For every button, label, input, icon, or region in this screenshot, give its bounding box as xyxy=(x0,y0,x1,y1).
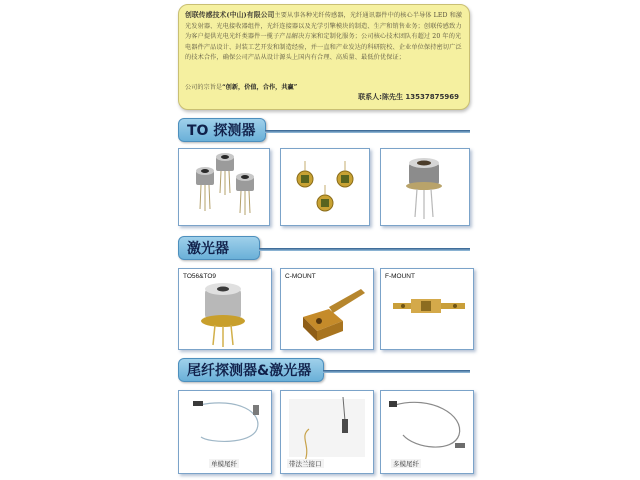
product-caption: 单模尾纤 xyxy=(211,460,237,468)
company-intro-card xyxy=(178,4,470,110)
f-mount-laser-image xyxy=(381,269,473,349)
company-slogan xyxy=(185,82,297,91)
section-header-to-detector xyxy=(178,118,266,142)
product-panel-to-can-single xyxy=(380,148,470,226)
section-divider xyxy=(259,248,470,251)
company-intro-text xyxy=(185,10,463,64)
section-header-pigtail xyxy=(178,358,324,382)
section-title: 激光器 xyxy=(187,241,229,257)
product-label: F-MOUNT xyxy=(385,273,415,280)
section-header-laser xyxy=(178,236,260,260)
section-divider xyxy=(323,370,470,373)
product-panel-flange-pigtail xyxy=(280,390,374,474)
product-panel-multi-mode-pigtail xyxy=(380,390,474,474)
c-mount-laser-image xyxy=(281,269,373,349)
slogan-text: “创新，价值，合作，共赢” xyxy=(222,84,298,91)
product-panel-c-mount xyxy=(280,268,374,350)
to-can-single-image xyxy=(381,149,469,225)
product-caption: 多模尾纤 xyxy=(393,460,419,468)
section-divider xyxy=(265,130,470,133)
to-metal-can-image xyxy=(179,149,269,225)
product-panel-to-photodiode xyxy=(280,148,370,226)
product-caption: 带法兰接口 xyxy=(289,460,322,468)
to-photodiode-image xyxy=(281,149,369,225)
contact-info: 联系人:陈先生 13537875969 xyxy=(358,93,459,101)
product-panel-to-metal-can xyxy=(178,148,270,226)
company-description: 主要从事各种光纤传感器，光纤通讯器件中的核心半导体 LED 和激光发射器、光电接收器组件，光纤连接器以及光学引擎模块的制造、生产和销售业务；创联传感致力为客户提供光电光纤类器件一揽子产品解决方案和定制化服务；公司核心技术团队有超过 20 年的光电器件产品设计、封装工艺开发和制造经验，并一直和产业发达的科研院校、企业单位保持密切广泛的技术合作，确保公司产品从设计源头上国内有合理、高质量、最低价优保证； xyxy=(185,12,463,62)
product-label: C-MOUNT xyxy=(285,273,316,280)
product-panel-to56-to9 xyxy=(178,268,272,350)
product-panel-f-mount xyxy=(380,268,474,350)
to56-laser-image xyxy=(179,269,271,349)
slogan-prefix: 公司的宗旨是 xyxy=(185,84,223,91)
product-label: TO56&TO9 xyxy=(183,273,216,280)
section-title: 尾纤探测器&激光器 xyxy=(187,363,312,379)
product-panel-single-mode-pigtail xyxy=(178,390,272,474)
company-name: 创联传感技术(中山)有限公司 xyxy=(185,11,275,19)
section-title: TO 探测器 xyxy=(187,123,256,139)
